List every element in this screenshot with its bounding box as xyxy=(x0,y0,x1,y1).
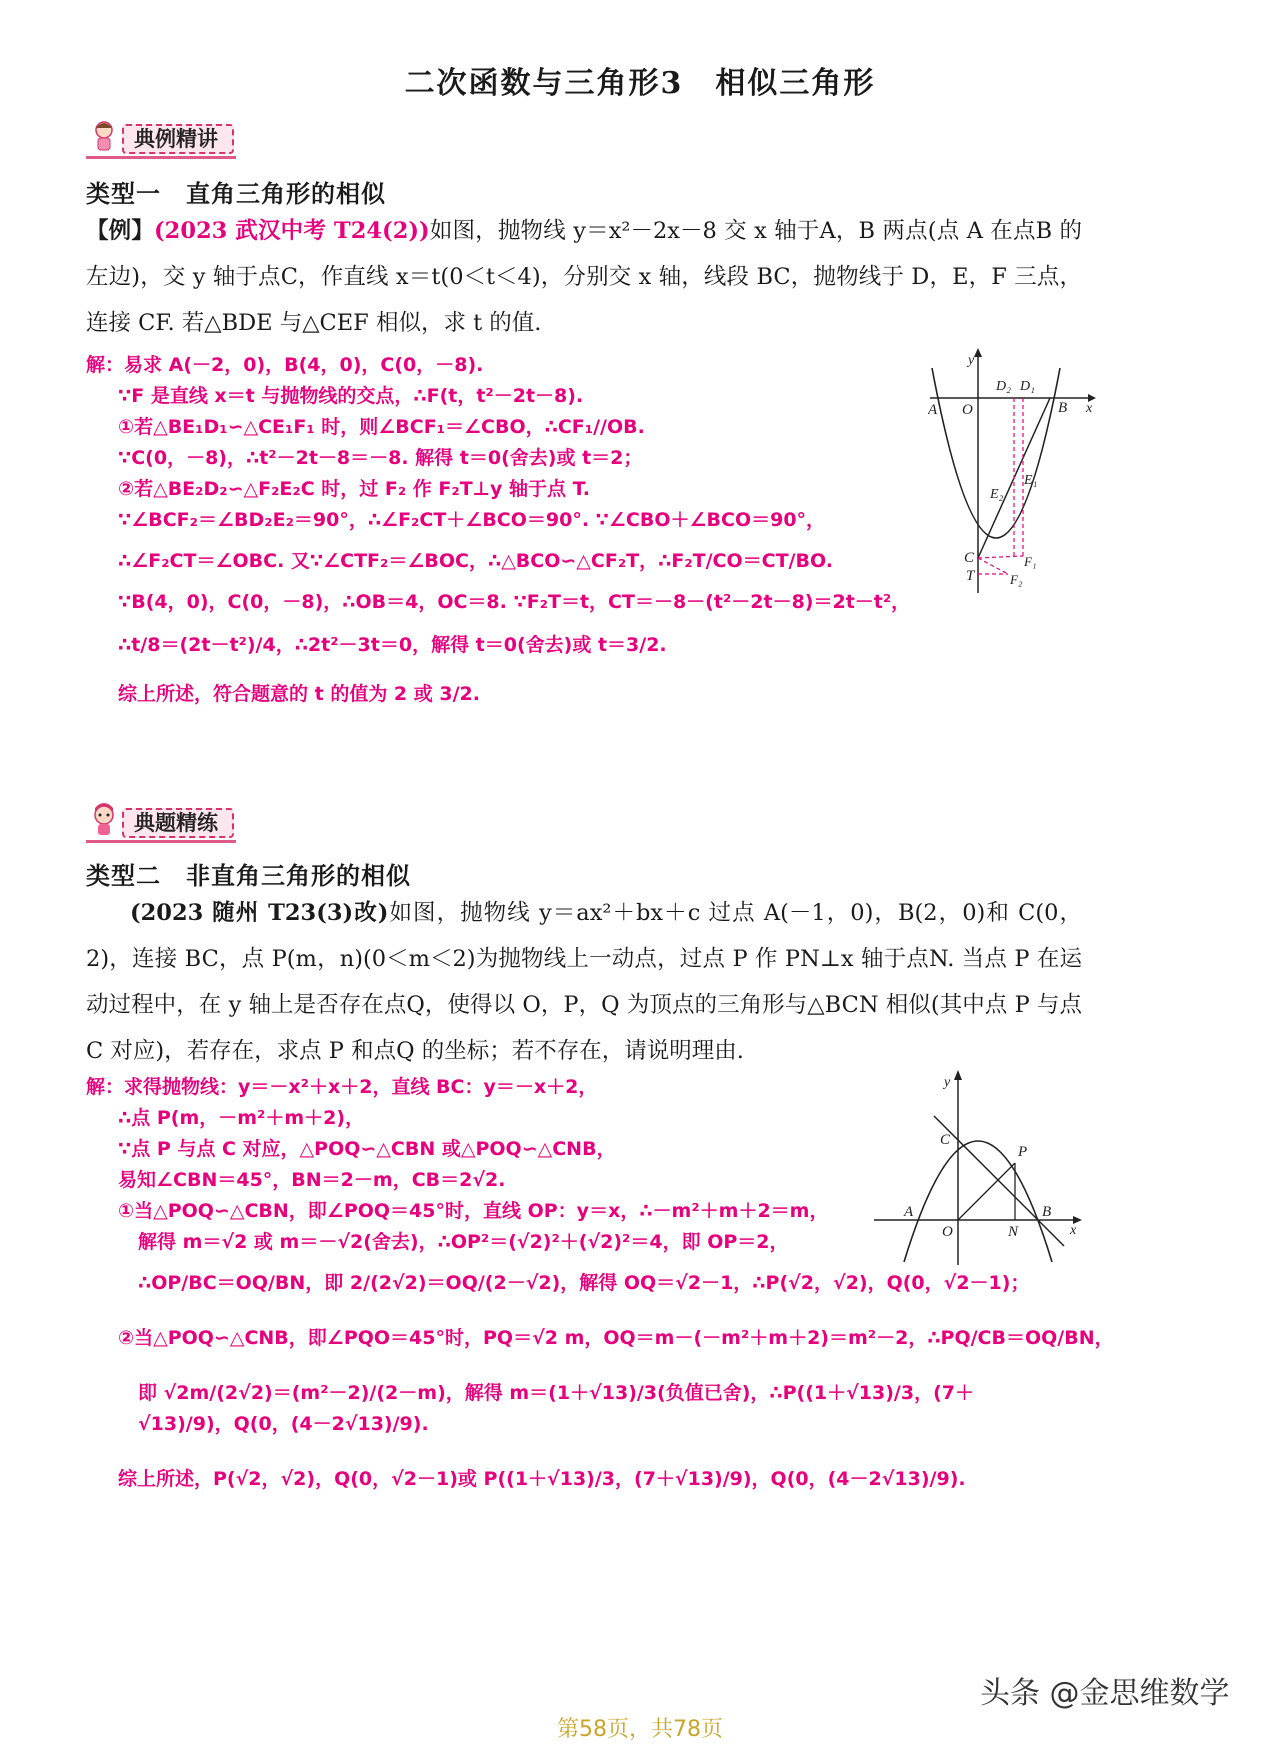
figure-parabola-2 xyxy=(874,1070,1086,1270)
solution-line: ∴OP/BC＝OQ/BN，即 2/(2√2)＝OQ/(2－√2)，解得 OQ＝√2－1，∴P(√2，√2)，Q(0，√2－1)； xyxy=(138,1272,1030,1294)
label-y: y xyxy=(944,1075,951,1090)
banner-underline xyxy=(86,840,236,843)
label-A: A xyxy=(928,402,938,418)
solution-line: ∴t/8＝(2t－t²)/4，∴2t²－3t＝0，解得 t＝0(舍去)或 t＝3/2. xyxy=(118,634,667,656)
problem-text: 如图，抛物线 y＝ax²＋bx＋c 过点 A(－1，0)，B(2，0)和 C(0，2)，连接 BC，点 P(m，n)(0＜m＜2)为抛物线上一动点，过点 P 作 PN⊥x 轴于点N. 当点 P 在运动过程中，在 y 轴上是否存在点Q，使得以 O，P，Q 为顶点的三角形与△BCN 相似(其中点 P 与点C 对应)，若存在，求点 P 和点Q 的坐标；若不存在，请说明理由. xyxy=(86,900,1082,1064)
page-title: 二次函数与三角形3 相似三角形 xyxy=(404,66,876,101)
solution-line: ∵C(0，－8)，∴t²－2t－8＝－8. 解得 t＝0(舍去)或 t＝2； xyxy=(118,447,643,469)
label-C: C xyxy=(940,1132,951,1148)
solution-line: ∵点 P 与点 C 对应，△POQ∽△CBN 或△POQ∽△CNB， xyxy=(118,1138,616,1160)
figure-parabola-1 xyxy=(928,348,1098,598)
problem-source: (2023 武汉中考 T24(2)) xyxy=(154,218,430,244)
solution-line: ∵F 是直线 x＝t 与抛物线的交点，∴F(t，t²－2t－8). xyxy=(118,385,584,407)
label-x: x xyxy=(1086,401,1093,416)
problem-text: 如图，抛物线 y＝x²－2x－8 交 x 轴于A，B 两点(点 A 在点B 的左边)，交 y 轴于点C，作直线 x＝t(0＜t＜4)，分别交 x 轴，线段 BC，抛物线于 D，E，F 三点，连接 CF. 若△BDE 与△CEF 相似，求 t 的值. xyxy=(86,218,1082,336)
label-D1: D₁ xyxy=(1020,379,1035,394)
solution-line: ②若△BE₂D₂∽△F₂E₂C 时，过 F₂ 作 F₂T⊥y 轴于点 T. xyxy=(118,478,590,500)
label-D2: D₂ xyxy=(996,379,1011,394)
section-banner-practice xyxy=(86,802,256,838)
solution-line: 综上所述，P(√2，√2)，Q(0，√2－1)或 P((1＋√13)/3，(7＋√13)/9)，Q(0，(4－2√13)/9). xyxy=(118,1468,966,1490)
banner-label: 典题精练 xyxy=(122,808,234,838)
label-O: O xyxy=(962,402,973,418)
figure-1-svg xyxy=(928,348,1098,598)
solution-line: ①当△POQ∽△CBN，即∠POQ＝45°时，直线 OP：y＝x，∴－m²＋m＋2＝m， xyxy=(118,1200,829,1222)
solution-1 xyxy=(86,350,911,710)
page-number: 第58页，共78页 xyxy=(557,1717,723,1742)
label-x: x xyxy=(1070,1223,1077,1238)
watermark: 头条 @金思维数学 xyxy=(980,1676,1230,1711)
banner-label: 典例精讲 xyxy=(122,124,234,154)
label-P: P xyxy=(1018,1144,1028,1160)
section-banner-examples xyxy=(86,118,256,154)
figure-2-svg xyxy=(874,1070,1086,1270)
section-heading-type2: 类型二 非直角三角形的相似 xyxy=(86,862,411,890)
solution-line: ①若△BE₁D₁∽△CE₁F₁ 时，则∠BCF₁＝∠CBO，∴CF₁//OB. xyxy=(118,416,645,438)
problem-practice xyxy=(86,890,1082,1074)
problem-source: (2023 随州 T23(3)改) xyxy=(130,900,389,926)
label-y: y xyxy=(968,353,975,368)
solution-line: 综上所述，符合题意的 t 的值为 2 或 3/2. xyxy=(118,683,480,705)
label-N: N xyxy=(1008,1224,1019,1240)
solution-line: ②当△POQ∽△CNB，即∠PQO＝45°时，PQ＝√2 m，OQ＝m－(－m²＋m＋2)＝m²－2，∴PQ/CB＝OQ/BN， xyxy=(118,1327,1114,1349)
label-B: B xyxy=(1058,400,1068,416)
section-heading-type1: 类型一 直角三角形的相似 xyxy=(86,180,386,208)
boy-mascot-icon xyxy=(86,802,122,838)
label-O: O xyxy=(942,1224,953,1240)
girl-mascot-icon xyxy=(86,118,122,154)
label-F1: F₁ xyxy=(1024,554,1037,569)
banner-underline xyxy=(86,156,236,159)
problem-example xyxy=(86,208,1082,346)
solution-line: ∴∠F₂CT＝∠OBC. 又∵∠CTF₂＝∠BOC，∴△BCO∽△CF₂T，∴F₂T/CO＝CT/BO. xyxy=(118,550,833,572)
label-F2: F₂ xyxy=(1010,572,1023,587)
label-B: B xyxy=(1042,1204,1052,1220)
solution-line: ∴点 P(m，－m²＋m＋2)， xyxy=(118,1107,365,1129)
label-E1: E₁ xyxy=(1024,473,1038,488)
label-T: T xyxy=(966,568,975,584)
label-E2: E₂ xyxy=(990,487,1004,502)
solution-line: 解得 m＝√2 或 m＝－√2(舍去)，∴OP²＝(√2)²＋(√2)²＝4，即 OP＝2， xyxy=(138,1231,789,1253)
solution-line: 即 √2m/(2√2)＝(m²－2)/(2－m)，解得 m＝(1＋√13)/3(负值已舍)，∴P((1＋√13)/3，(7＋√13)/9)，Q(0，(4－2√13)/9). xyxy=(138,1382,974,1435)
solution-line: ∵B(4，0)，C(0，－8)，∴OB＝4，OC＝8. ∵F₂T＝t，CT＝－8－(t²－2t－8)＝2t－t²， xyxy=(118,591,911,613)
solution-line: 解：易求 A(－2，0)，B(4，0)，C(0，－8). xyxy=(86,354,484,376)
label-A: A xyxy=(904,1204,914,1220)
solution-line: 解：求得抛物线：y＝－x²＋x＋2，直线 BC：y＝－x＋2， xyxy=(86,1076,598,1098)
example-tag: 【例】 xyxy=(86,218,155,244)
solution-line: ∵∠BCF₂＝∠BD₂E₂＝90°，∴∠F₂CT＋∠BCO＝90°. ∵∠CBO＋∠BCO＝90°， xyxy=(118,509,826,531)
label-C: C xyxy=(964,550,975,566)
solution-line: 易知∠CBN＝45°，BN＝2－m，CB＝2√2. xyxy=(118,1169,506,1191)
